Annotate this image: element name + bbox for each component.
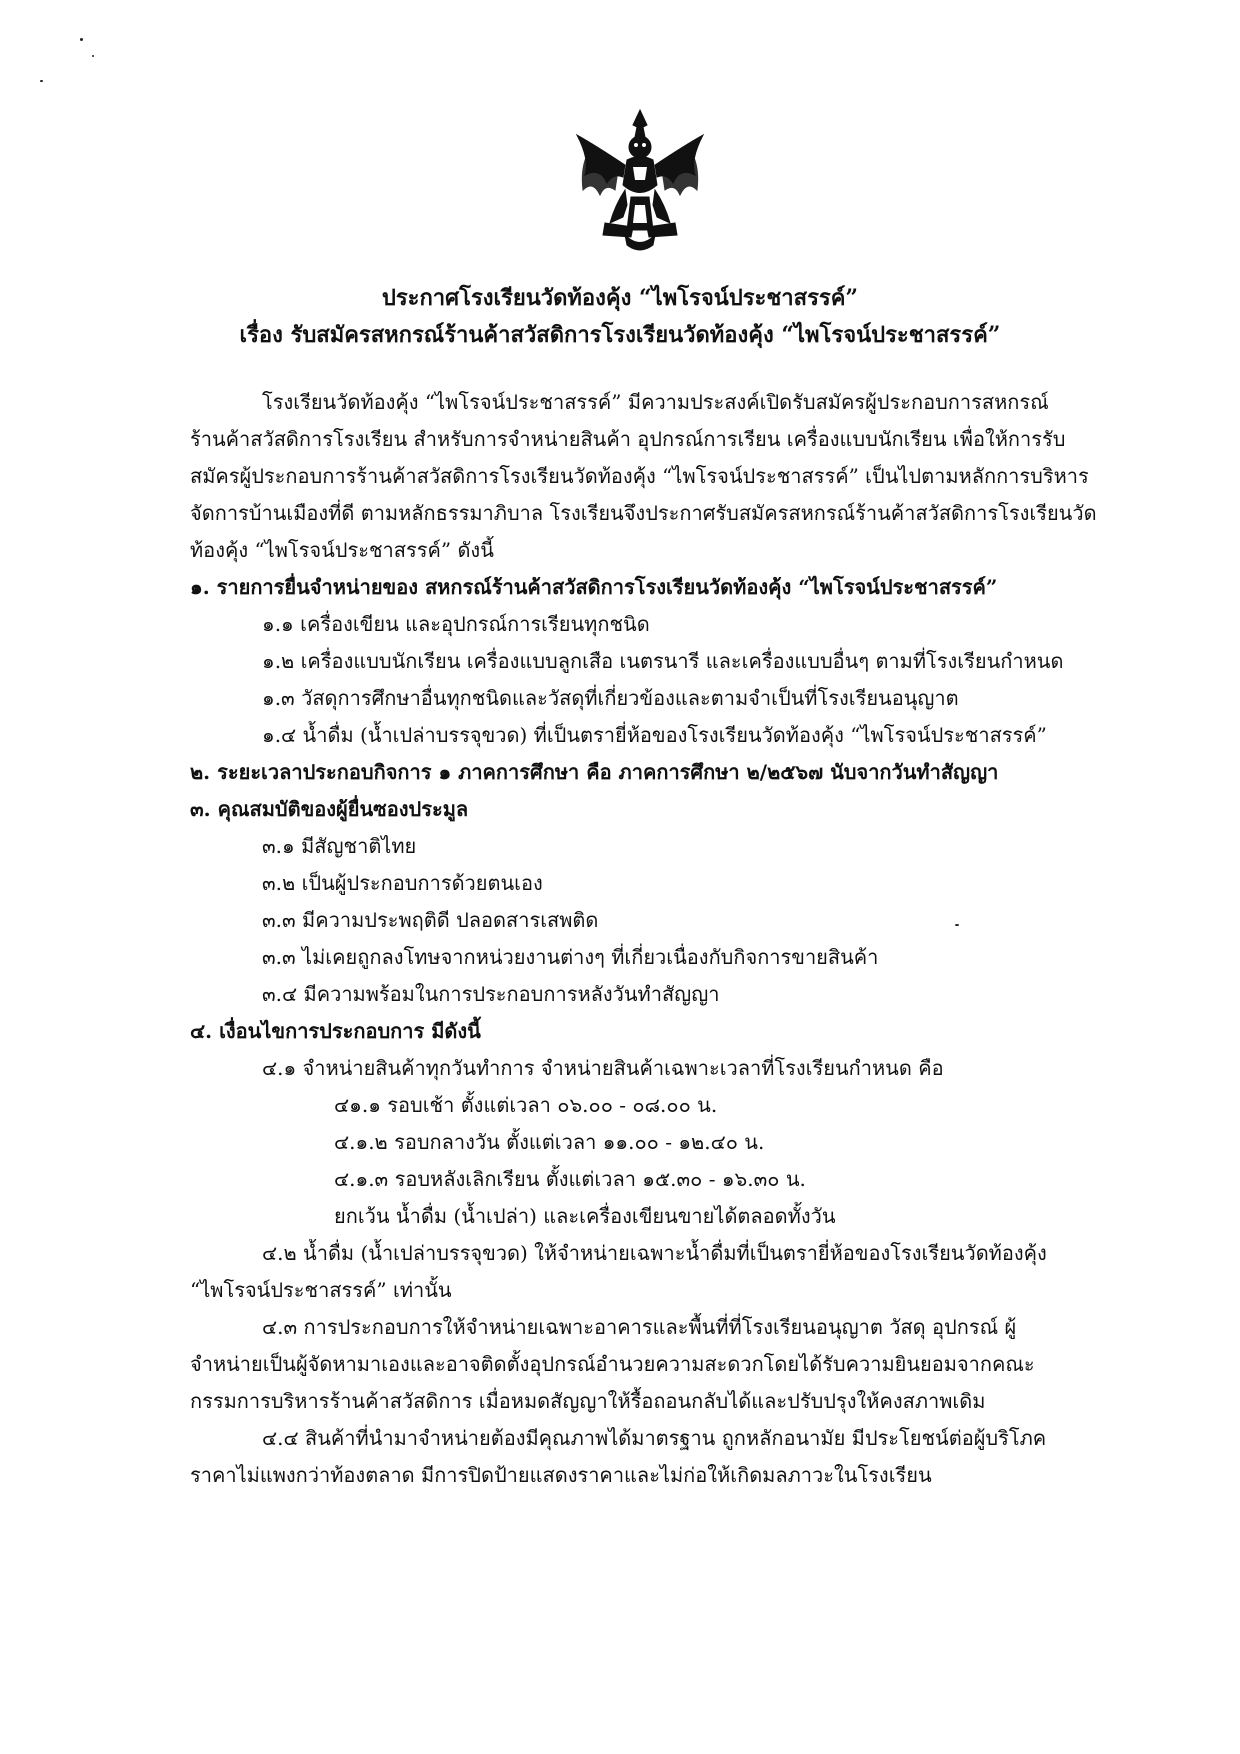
- section-1-item: ๑.๔ น้ำดื่ม (น้ำเปล่าบรรจุขวด) ที่เป็นตรายี่ห้อของโรงเรียนวัดท้องคุ้ง “ไพโรจน์ประชาสรรค์”: [262, 723, 1047, 747]
- section-3-item: ๓.๑ มีสัญชาติไทย: [262, 834, 417, 858]
- section-4-item-4: ๔.๔ สินค้าที่นำมาจำหน่ายต้องมีคุณภาพได้มาตรฐาน ถูกหลักอนามัย มีประโยชน์ต่อผู้บริโภค: [262, 1426, 1047, 1450]
- scan-speck: [955, 924, 959, 926]
- section-3-item: ๓.๔ มีความพร้อมในการประกอบการหลังวันทำสัญญา: [262, 982, 720, 1006]
- scan-speck: [92, 55, 94, 57]
- section-3-item: ๓.๓ มีความประพฤติดี ปลอดสารเสพติด: [262, 908, 599, 932]
- section-4-heading: ๔. เงื่อนไขการประกอบการ มีดังนี้: [190, 1019, 481, 1043]
- sales-time-afternoon: ๔.๑.๓ รอบหลังเลิกเรียน ตั้งแต่เวลา ๑๕.๓๐ - ๑๖.๓๐ น.: [334, 1167, 806, 1191]
- sales-time-midday: ๔.๑.๒ รอบกลางวัน ตั้งแต่เวลา ๑๑.๐๐ - ๑๒.๔๐ น.: [334, 1130, 765, 1154]
- intro-line: จัดการบ้านเมืองที่ดี ตามหลักธรรมาภิบาล โรงเรียนจึงประกาศรับสมัครสหกรณ์ร้านค้าสวัสดิการโรงเรียนวัด: [190, 501, 1097, 525]
- section-4-item-2: ๔.๒ น้ำดื่ม (น้ำเปล่าบรรจุขวด) ให้จำหน่ายเฉพาะน้ำดื่มที่เป็นตรายี่ห้อของโรงเรียนวัดท้องคุ้ง: [262, 1241, 1047, 1265]
- section-3-item: ๓.๒ เป็นผู้ประกอบการด้วยตนเอง: [262, 871, 543, 895]
- section-4-item-3: กรรมการบริหารร้านค้าสวัสดิการ เมื่อหมดสัญญาให้รื้อถอนกลับได้และปรับปรุงให้คงสภาพเดิม: [190, 1389, 986, 1413]
- sales-time-morning: ๔๑.๑ รอบเช้า ตั้งแต่เวลา ๐๖.๐๐ - ๐๘.๐๐ น.: [334, 1093, 718, 1117]
- scan-speck: [80, 38, 83, 41]
- section-3-item: ๓.๓ ไม่เคยถูกลงโทษจากหน่วยงานต่างๆ ที่เกี่ยวเนื่องกับกิจการขายสินค้า: [262, 945, 879, 969]
- intro-line: สมัครผู้ประกอบการร้านค้าสวัสดิการโรงเรียนวัดท้องคุ้ง “ไพโรจน์ประชาสรรค์” เป็นไปตามหลักการบริหาร: [190, 464, 1089, 488]
- section-1-item: ๑.๑ เครื่องเขียน และอุปกรณ์การเรียนทุกชนิด: [262, 612, 650, 636]
- section-4-item-4: ราคาไม่แพงกว่าท้องตลาด มีการปิดป้ายแสดงราคาและไม่ก่อให้เกิดมลภาวะในโรงเรียน: [190, 1463, 932, 1487]
- section-4-item-3: จำหน่ายเป็นผู้จัดหามาเองและอาจติดตั้งอุปกรณ์อำนวยความสะดวกโดยได้รับความยินยอมจากคณะ: [190, 1352, 1035, 1376]
- section-1-item: ๑.๓ วัสดุการศึกษาอื่นทุกชนิดและวัสดุที่เกี่ยวข้องและตามจำเป็นที่โรงเรียนอนุญาต: [262, 686, 959, 710]
- intro-line: โรงเรียนวัดท้องคุ้ง “ไพโรจน์ประชาสรรค์” มีความประสงค์เปิดรับสมัครผู้ประกอบการสหกรณ์: [262, 390, 1049, 414]
- scan-speck: [40, 80, 43, 82]
- section-3-heading: ๓. คุณสมบัติของผู้ยื่นซองประมูล: [190, 797, 469, 821]
- announcement-title: ประกาศโรงเรียนวัดท้องคุ้ง “ไพโรจน์ประชาสรรค์”: [381, 285, 859, 311]
- section-4-item-1: ๔.๑ จำหน่ายสินค้าทุกวันทำการ จำหน่ายสินค้าเฉพาะเวลาที่โรงเรียนกำหนด คือ: [262, 1056, 944, 1080]
- section-4-item-2: “ไพโรจน์ประชาสรรค์” เท่านั้น: [190, 1278, 452, 1302]
- section-4-item-3: ๔.๓ การประกอบการให้จำหน่ายเฉพาะอาคารและพื้นที่ที่โรงเรียนอนุญาต วัสดุ อุปกรณ์ ผู้: [262, 1315, 1017, 1339]
- sales-time-exception: ยกเว้น น้ำดื่ม (น้ำเปล่า) และเครื่องเขียนขายได้ตลอดทั้งวัน: [334, 1204, 836, 1228]
- garuda-emblem-icon: [565, 105, 715, 255]
- section-1-item: ๑.๒ เครื่องแบบนักเรียน เครื่องแบบลูกเสือ เนตรนารี และเครื่องแบบอื่นๆ ตามที่โรงเรียนกำหนด: [262, 649, 1064, 673]
- section-1-heading: ๑. รายการยื่นจำหน่ายของ สหกรณ์ร้านค้าสวัสดิการโรงเรียนวัดท้องคุ้ง “ไพโรจน์ประชาสรรค์”: [190, 575, 998, 599]
- section-2-heading: ๒. ระยะเวลาประกอบกิจการ ๑ ภาคการศึกษา คือ ภาคการศึกษา ๒/๒๕๖๗ นับจากวันทำสัญญา: [190, 760, 999, 784]
- intro-line: ร้านค้าสวัสดิการโรงเรียน สำหรับการจำหน่ายสินค้า อุปกรณ์การเรียน เครื่องแบบนักเรียน เพื่อให้การรับ: [190, 427, 1066, 451]
- announcement-subject: เรื่อง รับสมัครสหกรณ์ร้านค้าสวัสดิการโรงเรียนวัดท้องคุ้ง “ไพโรจน์ประชาสรรค์”: [239, 322, 1001, 348]
- intro-line: ท้องคุ้ง “ไพโรจน์ประชาสรรค์” ดังนี้: [190, 538, 494, 562]
